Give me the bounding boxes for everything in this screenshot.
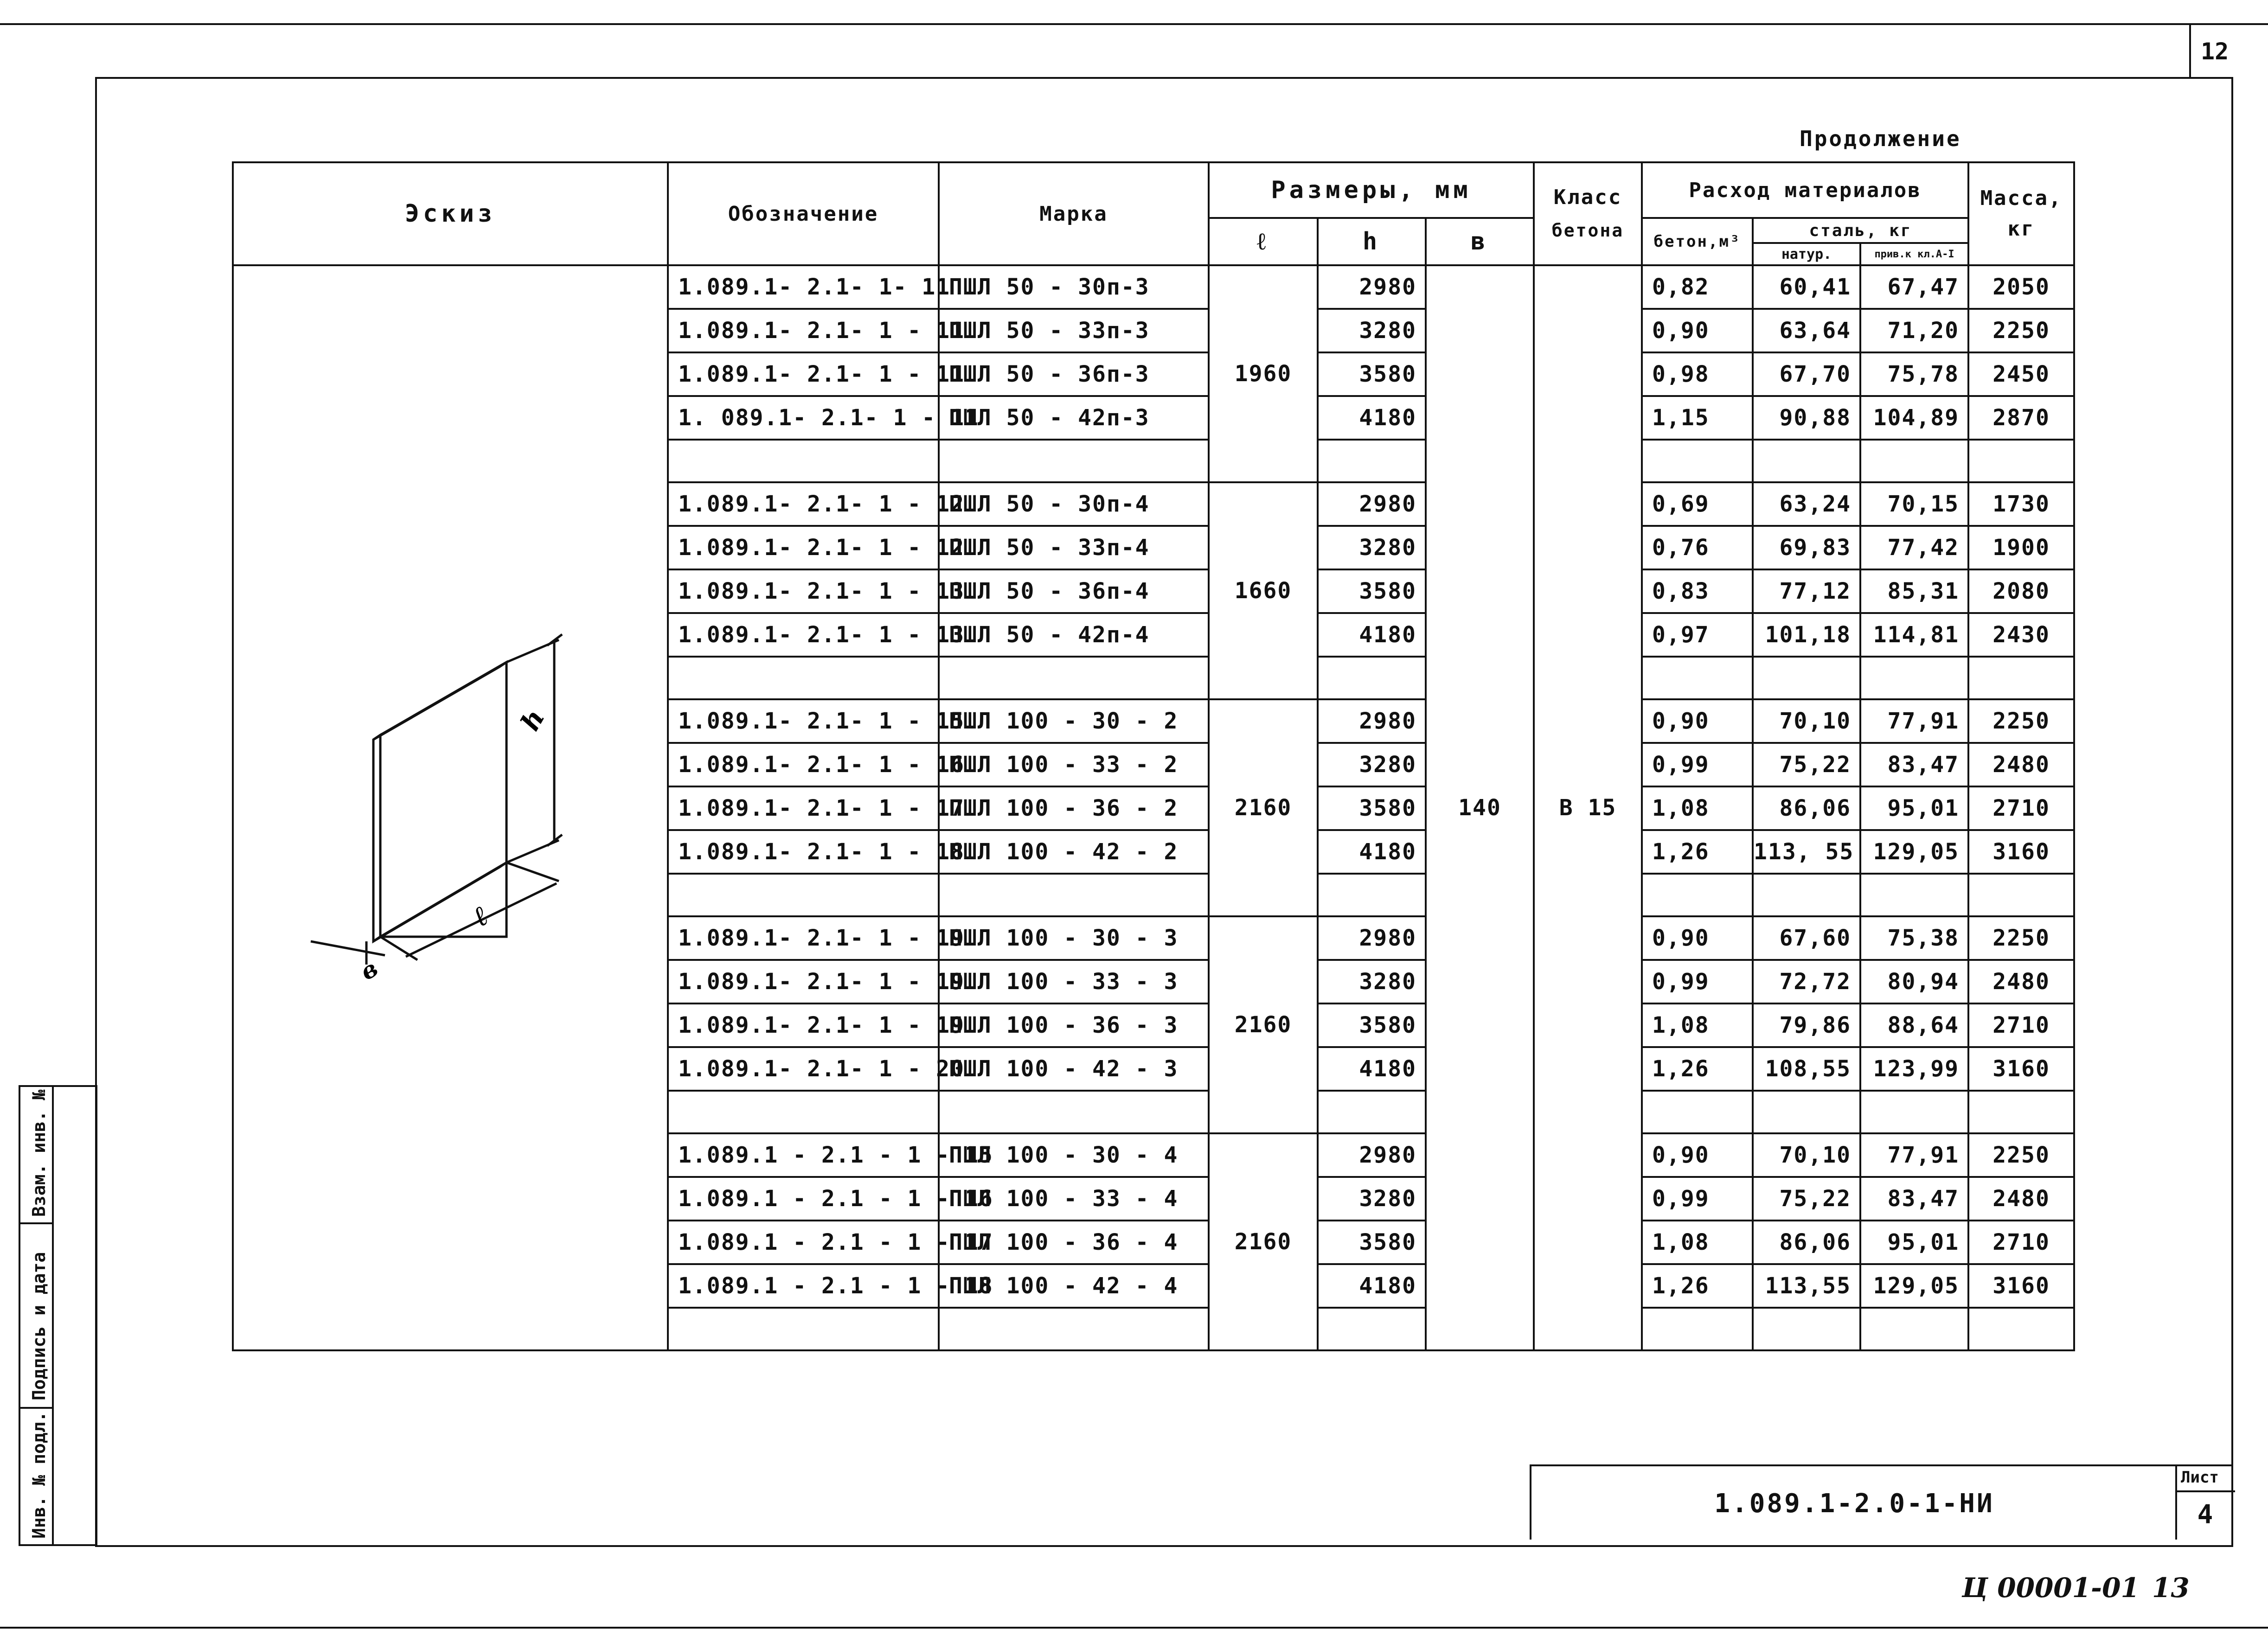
cell-height: 4180 (1318, 396, 1426, 440)
cell-concrete-empty (1642, 1308, 1753, 1350)
cell-mass: 2480 (1968, 743, 2074, 786)
cell-designation-empty (668, 874, 939, 916)
cell-mass-empty (1968, 1308, 2074, 1350)
cell-designation: 1.089.1- 2.1- 1 - 17 (668, 786, 939, 830)
cell-mark: ПШЛ 100 - 33 - 3 (939, 960, 1209, 1003)
cell-mark: ПШЛ 100 - 36 - 2 (939, 786, 1209, 830)
sketch-label-l: ℓ (467, 899, 494, 933)
cell-height-empty (1318, 1308, 1426, 1350)
cell-steel-priv: 85,31 (1860, 569, 1968, 613)
cell-height: 3280 (1318, 960, 1426, 1003)
cell-concrete-empty (1642, 440, 1753, 482)
cell-steel-priv: 71,20 (1860, 309, 1968, 352)
cell-concrete: 1,26 (1642, 1264, 1753, 1308)
cell-mass: 2250 (1968, 1133, 2074, 1177)
cell-concrete: 0,97 (1642, 613, 1753, 657)
cell-designation: 1.089.1- 2.1- 1 - 12 (668, 526, 939, 569)
cell-mass: 2250 (1968, 699, 2074, 743)
cell-steel-priv: 129,05 (1860, 1264, 1968, 1308)
cell-mark: ПШЛ 100 - 42 - 4 (939, 1264, 1209, 1308)
cell-concrete: 0,99 (1642, 960, 1753, 1003)
cell-mark-empty (939, 657, 1209, 699)
page-bottom-line (0, 1627, 2268, 1629)
cell-concrete: 1,26 (1642, 830, 1753, 874)
cell-height: 3580 (1318, 786, 1426, 830)
sheet-number-divider (2189, 23, 2191, 79)
cell-mark: ПШЛ 100 - 42 - 3 (939, 1047, 1209, 1091)
cell-steel-natur: 86,06 (1753, 786, 1860, 830)
cell-steel-priv: 88,64 (1860, 1003, 1968, 1047)
header-class-line1: Класс (1553, 185, 1622, 209)
cell-steel-natur: 69,83 (1753, 526, 1860, 569)
cell-concrete: 0,76 (1642, 526, 1753, 569)
header-class-line2: бетона (1551, 220, 1624, 241)
cell-steel-natur-empty (1753, 440, 1860, 482)
cell-mass: 2450 (1968, 352, 2074, 396)
title-block (1530, 1464, 2175, 1540)
cell-designation: 1.089.1- 2.1- 1- 11 (668, 265, 939, 309)
sketch-l-ext (506, 863, 559, 881)
sketch-front-face (380, 662, 506, 937)
cell-designation: 1.089.1- 2.1- 1 - 16 (668, 743, 939, 786)
cell-designation: 1.089.1- 2.1- 1 - 19 (668, 1003, 939, 1047)
cell-mass: 1730 (1968, 482, 2074, 526)
cell-concrete: 0,98 (1642, 352, 1753, 396)
cell-steel-priv: 95,01 (1860, 786, 1968, 830)
cell-mass: 2710 (1968, 1003, 2074, 1047)
side-stamp-cell-replaced-inv (19, 1085, 54, 1224)
cell-concrete: 0,90 (1642, 1133, 1753, 1177)
header-dim-b: в (1426, 218, 1534, 265)
cell-steel-natur: 60,41 (1753, 265, 1860, 309)
cell-steel-natur-empty (1753, 657, 1860, 699)
header-mass-line1: Масса, (1980, 186, 2063, 210)
cell-length: 2160 (1209, 1133, 1318, 1350)
cell-height: 3280 (1318, 309, 1426, 352)
cell-height: 3280 (1318, 1177, 1426, 1221)
side-stamp (19, 1085, 97, 1544)
cell-steel-natur-empty (1753, 1091, 1860, 1133)
cell-mark: ПШЛ 50 - 42п-3 (939, 396, 1209, 440)
side-stamp-cell-original-inv (19, 1407, 54, 1546)
cell-steel-natur: 113, 55 (1753, 830, 1860, 874)
header-sketch: Эскиз (233, 162, 668, 265)
cell-mark: ПШЛ 50 - 30п-3 (939, 265, 1209, 309)
cell-steel-natur: 108,55 (1753, 1047, 1860, 1091)
cell-mass: 3160 (1968, 1047, 2074, 1091)
header-dimensions: Размеры, мм (1209, 162, 1534, 218)
continuation-label: Продолжение (1800, 126, 1961, 151)
cell-steel-natur: 75,22 (1753, 1177, 1860, 1221)
cell-designation: 1.089.1- 2.1- 1 - 11 (668, 309, 939, 352)
cell-designation: 1.089.1- 2.1- 1 - 11 (668, 352, 939, 396)
cell-designation: 1.089.1- 2.1- 1 - 12 (668, 482, 939, 526)
cell-designation-empty (668, 657, 939, 699)
header-natur: натур. (1753, 243, 1860, 265)
cell-mass: 2250 (1968, 309, 2074, 352)
cell-mark-empty (939, 1308, 1209, 1350)
header-priv: прив.к кл.А-I (1860, 243, 1968, 265)
cell-mass: 1900 (1968, 526, 2074, 569)
cell-concrete: 0,90 (1642, 916, 1753, 960)
cell-steel-priv: 123,99 (1860, 1047, 1968, 1091)
cell-height-empty (1318, 440, 1426, 482)
cell-concrete: 1,08 (1642, 786, 1753, 830)
cell-designation: 1.089.1- 2.1- 1 - 13 (668, 569, 939, 613)
cell-height: 2980 (1318, 1133, 1426, 1177)
sketch-label-b: в (355, 954, 383, 986)
page-top-line (0, 23, 2268, 25)
cell-steel-priv: 114,81 (1860, 613, 1968, 657)
cell-height: 3580 (1318, 569, 1426, 613)
cell-steel-priv: 129,05 (1860, 830, 1968, 874)
cell-steel-natur-empty (1753, 874, 1860, 916)
cell-designation-empty (668, 1308, 939, 1350)
sketch-side-face (373, 735, 380, 941)
side-stamp-replaced-inv: Взам. инв. № (29, 1089, 49, 1217)
cell-mark: ПШЛ 100 - 30 - 4 (939, 1133, 1209, 1177)
side-stamp-column (52, 1085, 97, 1546)
cell-concrete: 0,69 (1642, 482, 1753, 526)
cell-designation: 1. 089.1- 2.1- 1 - 11 (668, 396, 939, 440)
cell-designation: 1.089.1- 2.1- 1 - 13 (668, 613, 939, 657)
cell-steel-priv: 77,91 (1860, 1133, 1968, 1177)
cell-designation: 1.089.1- 2.1- 1 - 18 (668, 830, 939, 874)
side-stamp-original-inv: Инв. № подл. (29, 1411, 49, 1539)
cell-mark: ПШЛ 50 - 36п-3 (939, 352, 1209, 396)
cell-concrete-empty (1642, 1091, 1753, 1133)
cell-steel-natur: 101,18 (1753, 613, 1860, 657)
header-mass-line2: кг (2007, 217, 2035, 241)
cell-steel-natur: 77,12 (1753, 569, 1860, 613)
cell-height: 2980 (1318, 265, 1426, 309)
cell-length: 2160 (1209, 916, 1318, 1133)
sheet-number: 4 (2197, 1500, 2213, 1530)
cell-steel-priv: 77,42 (1860, 526, 1968, 569)
cell-mass: 2430 (1968, 613, 2074, 657)
cell-length: 1960 (1209, 265, 1318, 482)
cell-mass: 2870 (1968, 396, 2074, 440)
sketch-b-dim-line (311, 941, 385, 955)
cell-height: 3580 (1318, 1003, 1426, 1047)
header-mark: Марка (939, 162, 1209, 265)
cell-mass: 2710 (1968, 786, 2074, 830)
cell-steel-priv-empty (1860, 1091, 1968, 1133)
cell-designation: 1.089.1- 2.1- 1 - 15 (668, 699, 939, 743)
cell-steel-natur: 67,60 (1753, 916, 1860, 960)
side-stamp-signature: Подпись и дата (29, 1252, 49, 1400)
cell-mark: ПШЛ 50 - 42п-4 (939, 613, 1209, 657)
cell-concrete: 1,08 (1642, 1003, 1753, 1047)
cell-steel-natur-empty (1753, 1308, 1860, 1350)
cell-steel-natur: 67,70 (1753, 352, 1860, 396)
cell-mass: 2250 (1968, 916, 2074, 960)
cell-steel-natur: 86,06 (1753, 1221, 1860, 1264)
cell-length: 2160 (1209, 699, 1318, 916)
cell-concrete: 0,90 (1642, 309, 1753, 352)
cell-mark: ПШЛ 50 - 33п-4 (939, 526, 1209, 569)
cell-steel-natur: 63,64 (1753, 309, 1860, 352)
cell-height: 3280 (1318, 743, 1426, 786)
cell-thickness: 140 (1426, 265, 1534, 1350)
cell-steel-natur: 113,55 (1753, 1264, 1860, 1308)
cell-mark: ПШЛ 100 - 36 - 3 (939, 1003, 1209, 1047)
cell-mark: ПШЛ 100 - 36 - 4 (939, 1221, 1209, 1264)
cell-height: 2980 (1318, 482, 1426, 526)
cell-steel-natur: 79,86 (1753, 1003, 1860, 1047)
bottom-code: Ц 00001-01 (1962, 1572, 2140, 1604)
cell-steel-natur: 90,88 (1753, 396, 1860, 440)
cell-concrete: 0,83 (1642, 569, 1753, 613)
header-mass (1968, 162, 2074, 265)
cell-length: 1660 (1209, 482, 1318, 699)
cell-height: 4180 (1318, 613, 1426, 657)
cell-mass-empty (1968, 874, 2074, 916)
cell-steel-priv-empty (1860, 874, 1968, 916)
cell-steel-priv: 80,94 (1860, 960, 1968, 1003)
cell-height-empty (1318, 874, 1426, 916)
cell-steel-priv: 104,89 (1860, 396, 1968, 440)
cell-designation-empty (668, 440, 939, 482)
cell-mark: ПШЛ 100 - 33 - 4 (939, 1177, 1209, 1221)
cell-steel-natur: 72,72 (1753, 960, 1860, 1003)
cell-designation: 1.089.1- 2.1- 1 - 19 (668, 960, 939, 1003)
header-steel: сталь, кг (1753, 218, 1968, 243)
table-row (233, 265, 2074, 309)
cell-mark: ПШЛ 50 - 36п-4 (939, 569, 1209, 613)
cell-steel-priv: 75,38 (1860, 916, 1968, 960)
cell-mark: ПШЛ 100 - 30 - 2 (939, 699, 1209, 743)
bottom-page-number: 13 (2152, 1572, 2190, 1604)
cell-designation: 1.089.1 - 2.1 - 1 - 17 (668, 1221, 939, 1264)
cell-height: 3280 (1318, 526, 1426, 569)
cell-mark: ПШЛ 50 - 33п-3 (939, 309, 1209, 352)
cell-mass: 2480 (1968, 1177, 2074, 1221)
cell-height-empty (1318, 657, 1426, 699)
header-dim-h: h (1318, 218, 1426, 265)
cell-designation: 1.089.1 - 2.1 - 1 - 15 (668, 1133, 939, 1177)
cell-height: 3580 (1318, 1221, 1426, 1264)
cell-designation: 1.089.1 - 2.1 - 1 - 16 (668, 1177, 939, 1221)
header-concrete: бетон,м³ (1642, 218, 1753, 265)
cell-steel-priv-empty (1860, 440, 1968, 482)
header-dim-l: ℓ (1209, 218, 1318, 265)
cell-mass: 3160 (1968, 830, 2074, 874)
cell-designation: 1.089.1- 2.1- 1 - 19 (668, 916, 939, 960)
cell-mass: 2480 (1968, 960, 2074, 1003)
sketch-label-h: h (514, 704, 551, 736)
cell-mass: 2080 (1968, 569, 2074, 613)
cell-steel-natur: 75,22 (1753, 743, 1860, 786)
cell-designation: 1.089.1- 2.1- 1 - 20 (668, 1047, 939, 1091)
cell-mark: ПШЛ 100 - 30 - 3 (939, 916, 1209, 960)
cell-steel-priv: 83,47 (1860, 1177, 1968, 1221)
cell-concrete: 0,90 (1642, 699, 1753, 743)
sketch-top-face (373, 662, 506, 740)
cell-height: 2980 (1318, 699, 1426, 743)
cell-concrete: 1,15 (1642, 396, 1753, 440)
sheet-top-number: 12 (2201, 38, 2229, 65)
cell-designation: 1.089.1 - 2.1 - 1 - 18 (668, 1264, 939, 1308)
cell-steel-natur: 70,10 (1753, 699, 1860, 743)
doc-code: 1.089.1-2.0-1-НИ (1714, 1489, 1994, 1519)
cell-mark: ПШЛ 100 - 33 - 2 (939, 743, 1209, 786)
cell-concrete: 0,99 (1642, 743, 1753, 786)
cell-mark-empty (939, 440, 1209, 482)
cell-steel-priv-empty (1860, 1308, 1968, 1350)
cell-mark-empty (939, 874, 1209, 916)
sheet-label: Лист (2181, 1468, 2219, 1487)
cell-mass: 2050 (1968, 265, 2074, 309)
cell-concrete: 0,99 (1642, 1177, 1753, 1221)
cell-height: 4180 (1318, 1264, 1426, 1308)
cell-steel-priv: 95,01 (1860, 1221, 1968, 1264)
cell-steel-priv: 75,78 (1860, 352, 1968, 396)
cell-mass: 3160 (1968, 1264, 2074, 1308)
cell-height: 2980 (1318, 916, 1426, 960)
cell-steel-natur: 63,24 (1753, 482, 1860, 526)
cell-mass-empty (1968, 657, 2074, 699)
cell-steel-priv: 77,91 (1860, 699, 1968, 743)
cell-steel-priv: 70,15 (1860, 482, 1968, 526)
cell-mass: 2710 (1968, 1221, 2074, 1264)
cell-steel-priv: 83,47 (1860, 743, 1968, 786)
cell-height: 4180 (1318, 1047, 1426, 1091)
cell-mass-empty (1968, 1091, 2074, 1133)
cell-steel-priv-empty (1860, 657, 1968, 699)
cell-mark-empty (939, 1091, 1209, 1133)
cell-mass-empty (1968, 440, 2074, 482)
cell-designation-empty (668, 1091, 939, 1133)
cell-height: 3580 (1318, 352, 1426, 396)
side-stamp-cell-signature (19, 1222, 54, 1409)
header-consumption: Расход материалов (1642, 162, 1968, 218)
cell-concrete-class: В 15 (1534, 265, 1642, 1350)
cell-concrete: 1,08 (1642, 1221, 1753, 1264)
cell-height: 4180 (1318, 830, 1426, 874)
cell-concrete: 1,26 (1642, 1047, 1753, 1091)
cell-mark: ПШЛ 50 - 30п-4 (939, 482, 1209, 526)
header-class (1534, 162, 1642, 265)
cell-height-empty (1318, 1091, 1426, 1133)
cell-mark: ПШЛ 100 - 42 - 2 (939, 830, 1209, 874)
cell-concrete-empty (1642, 657, 1753, 699)
header-designation: Обозначение (668, 162, 939, 265)
cell-steel-priv: 67,47 (1860, 265, 1968, 309)
cell-concrete: 0,82 (1642, 265, 1753, 309)
sheet-box (2175, 1464, 2233, 1540)
cell-concrete-empty (1642, 874, 1753, 916)
panel-sketch (297, 621, 584, 986)
cell-steel-natur: 70,10 (1753, 1133, 1860, 1177)
